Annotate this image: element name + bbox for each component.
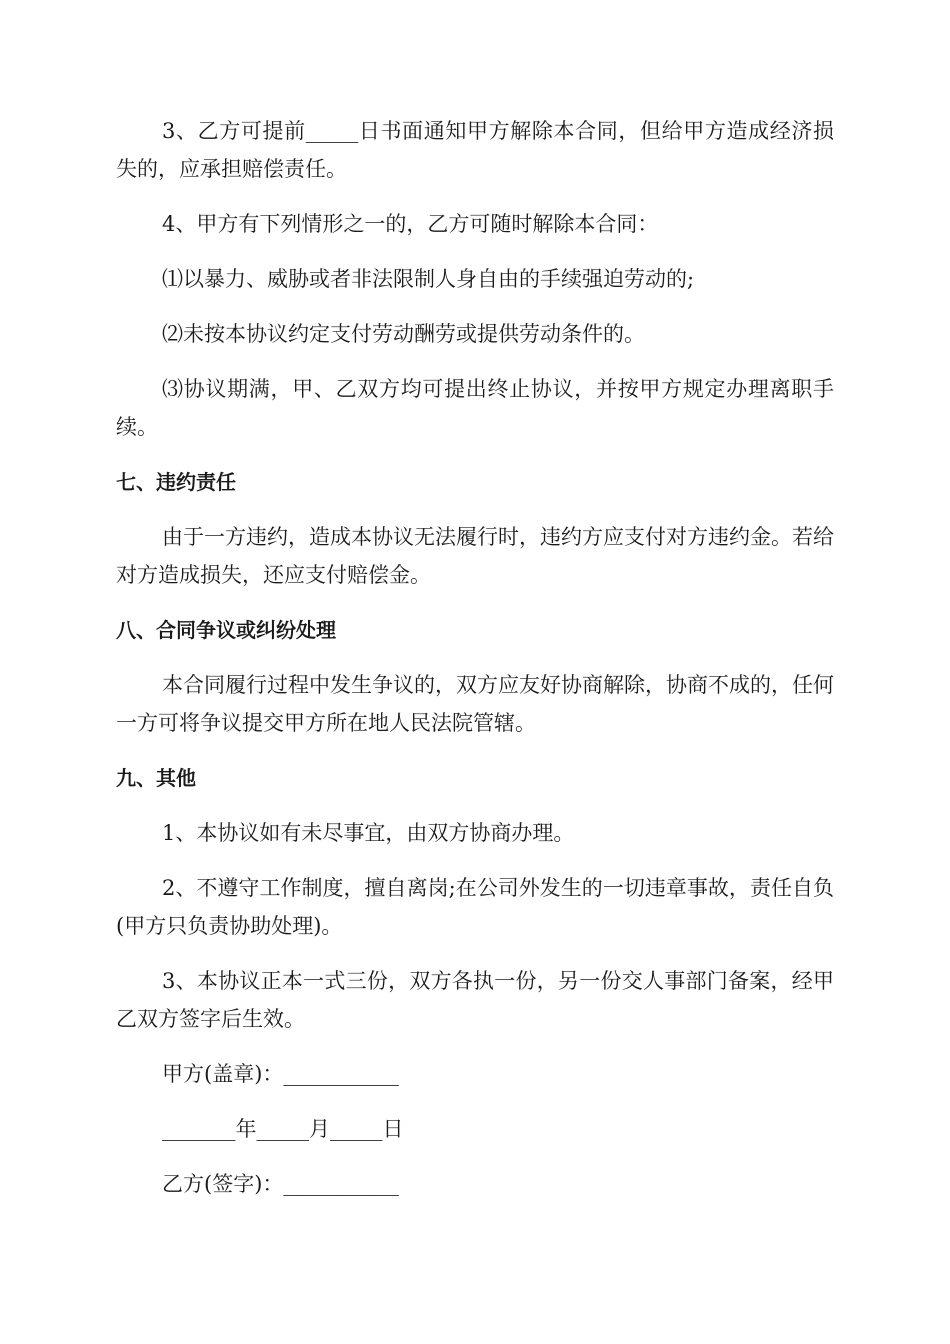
clause-9-item-3: 3、本协议正本一式三份，双方各执一份，另一份交人事部门备案，经甲乙双方签字后生效。	[116, 969, 834, 1031]
clause-8-text: 本合同履行过程中发生争议的，双方应友好协商解除，协商不成的，任何一方可将争议提交甲方所在地人民法院管辖。	[116, 673, 834, 735]
clause-7-text: 由于一方违约，造成本协议无法履行时，违约方应支付对方违约金。若给对方造成损失，还应支付赔偿金。	[116, 525, 834, 587]
clause-6-sub-1: ⑴以暴力、威胁或者非法限制人身自由的手续强迫劳动的;	[162, 267, 695, 291]
document-body	[116, 112, 834, 1220]
clause-6-sub-2: ⑵未按本协议约定支付劳动酬劳或提供劳动条件的。	[162, 322, 645, 346]
clause-6-sub-3: ⑶协议期满，甲、乙双方均可提出终止协议，并按甲方规定办理离职手续。	[116, 377, 834, 439]
signature-date-line: _______年_____月_____日	[162, 1117, 404, 1141]
clause-9-item-2: 2、不遵守工作制度，擅自离岗;在公司外发生的一切违章事故，责任自负(甲方只负责协助处理)。	[116, 876, 834, 938]
clause-9-heading: 九、其他	[116, 766, 196, 790]
clause-7-heading: 七、违约责任	[116, 470, 236, 494]
clause-9-item-1: 1、本协议如有未尽事宜，由双方协商办理。	[162, 821, 575, 845]
party-a-signature-line: 甲方(盖章)：___________	[162, 1062, 399, 1086]
clause-6-item-3: 3、乙方可提前_____日书面通知甲方解除本合同，但给甲方造成经济损失的，应承担赔偿责任。	[116, 119, 834, 181]
clause-6-item-4: 4、甲方有下列情形之一的，乙方可随时解除本合同：	[162, 212, 659, 236]
clause-8-heading: 八、合同争议或纠纷处理	[116, 618, 336, 642]
party-b-signature-line: 乙方(签字)：___________	[162, 1172, 399, 1196]
